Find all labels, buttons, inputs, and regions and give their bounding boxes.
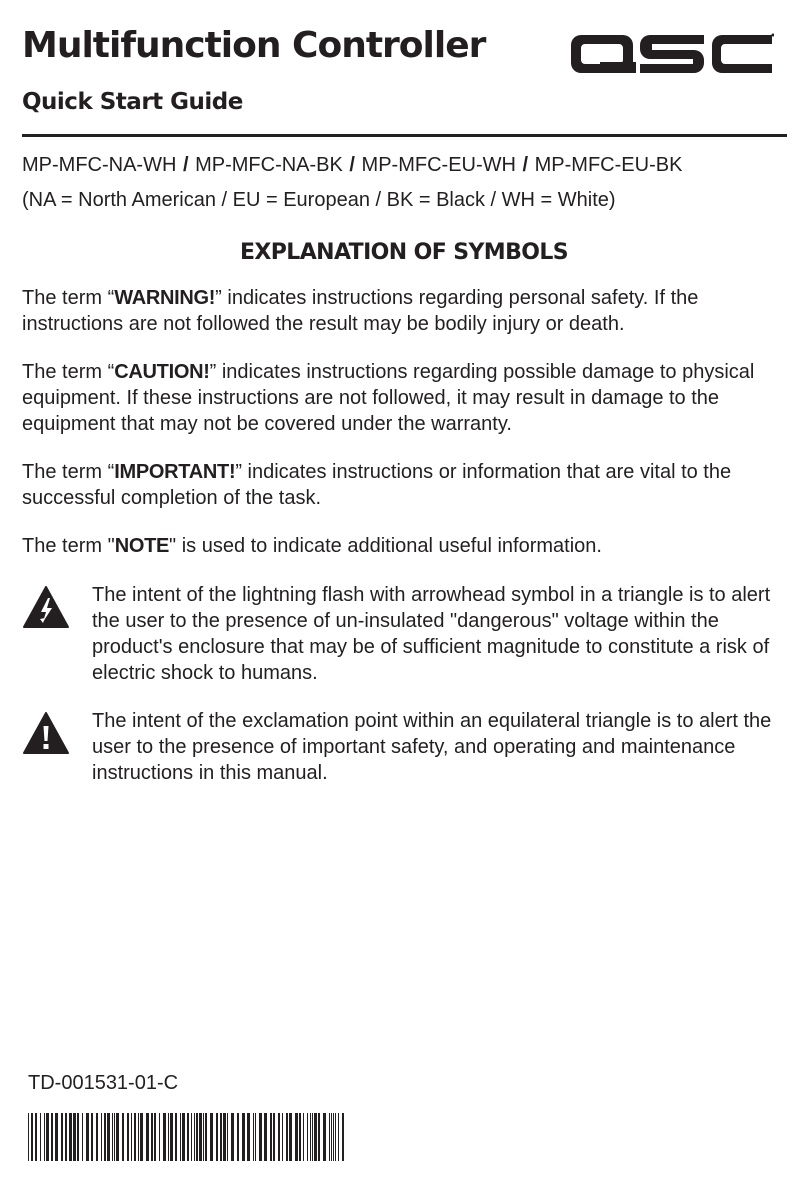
barcode-bar — [303, 1113, 304, 1161]
barcode-bar — [168, 1113, 169, 1161]
barcode-bar — [318, 1113, 320, 1161]
barcode-bar — [46, 1113, 49, 1161]
barcode-bar — [86, 1113, 89, 1161]
barcode-bar — [40, 1113, 41, 1161]
model-number: MP-MFC-NA-BK — [195, 154, 343, 176]
barcode-bar — [112, 1113, 113, 1161]
barcode-bar — [286, 1113, 288, 1161]
barcode-bar — [122, 1113, 124, 1161]
barcode-bar — [247, 1113, 250, 1161]
barcode-bar — [282, 1113, 283, 1161]
barcode-bar — [182, 1113, 185, 1161]
barcode-bar — [237, 1113, 239, 1161]
barcode-bar — [107, 1113, 110, 1161]
note-term: NOTE — [114, 535, 170, 557]
barcode-bar — [314, 1113, 317, 1161]
barcode-bar — [127, 1113, 129, 1161]
barcode-bar — [151, 1113, 153, 1161]
barcode-bar — [163, 1113, 166, 1161]
barcode-bar — [259, 1113, 262, 1161]
barcode-bar — [331, 1113, 332, 1161]
barcode-bar — [216, 1113, 218, 1161]
barcode-bar — [299, 1113, 301, 1161]
barcode-bar — [273, 1113, 275, 1161]
barcode-bar — [31, 1113, 33, 1161]
barcode-bar — [338, 1113, 339, 1161]
barcode-bar — [138, 1113, 139, 1161]
barcode-bar — [170, 1113, 173, 1161]
note-definition: The term "NOTE" is used to indicate additional useful information. — [22, 535, 602, 557]
exclamation-warning-icon — [22, 711, 70, 755]
model-numbers — [22, 152, 682, 178]
barcode-bar — [310, 1113, 311, 1161]
model-separator: / — [522, 154, 529, 176]
barcode-bar — [223, 1113, 226, 1161]
qsc-logo — [570, 32, 774, 76]
barcode-bar — [131, 1113, 132, 1161]
barcode-bar — [220, 1113, 222, 1161]
page-title: Multifunction Controller — [22, 25, 486, 66]
model-number: MP-MFC-NA-WH — [22, 154, 177, 176]
warning-definition: The term “WARNING!” indicates instructions regarding personal safety. If the instructions are not followed the result may be bodily injury or death. — [22, 287, 699, 335]
lightning-warning-icon — [22, 585, 70, 629]
barcode — [28, 1113, 344, 1161]
barcode-bar — [194, 1113, 195, 1161]
barcode-bar — [203, 1113, 204, 1161]
header-divider — [22, 134, 787, 137]
barcode-bar — [196, 1113, 198, 1161]
barcode-bar — [104, 1113, 106, 1161]
barcode-bar — [191, 1113, 192, 1161]
barcode-bar — [312, 1113, 313, 1161]
barcode-bar — [264, 1113, 267, 1161]
barcode-bar — [210, 1113, 213, 1161]
barcode-bar — [44, 1113, 45, 1161]
barcode-bar — [69, 1113, 72, 1161]
model-number: MP-MFC-EU-BK — [534, 154, 683, 176]
model-number: MP-MFC-EU-WH — [361, 154, 516, 176]
barcode-bar — [205, 1113, 207, 1161]
lightning-symbol-text: The intent of the lightning flash with arrowhead symbol in a triangle is to alert the user to the presence of un-insulated "dangerous" voltage within the product's enclosure that may be of sufficient magnitude to constitute a risk of electric shock to humans. — [92, 584, 771, 684]
barcode-bar — [101, 1113, 102, 1161]
barcode-bar — [329, 1113, 330, 1161]
barcode-bar — [231, 1113, 234, 1161]
barcode-bar — [175, 1113, 177, 1161]
important-definition: The term “IMPORTANT!” indicates instructions or information that are vital to the successful completion of the task. — [22, 461, 732, 509]
barcode-bar — [242, 1113, 245, 1161]
barcode-bar — [154, 1113, 156, 1161]
barcode-bar — [28, 1113, 29, 1161]
exclamation-symbol-text: The intent of the exclamation point within an equilateral triangle is to alert the user to the presence of important safety, and operating and maintenance instructions in this manual. — [92, 710, 772, 784]
barcode-bar — [159, 1113, 160, 1161]
barcode-bar — [65, 1113, 67, 1161]
barcode-bar — [140, 1113, 143, 1161]
barcode-bar — [307, 1113, 308, 1161]
barcode-bar — [146, 1113, 149, 1161]
barcode-bar — [335, 1113, 336, 1161]
barcode-bar — [289, 1113, 292, 1161]
barcode-bar — [116, 1113, 119, 1161]
model-legend: (NA = North American / EU = European / BK = Black / WH = White) — [22, 189, 616, 211]
barcode-bar — [77, 1113, 79, 1161]
barcode-bar — [199, 1113, 202, 1161]
barcode-bar — [55, 1113, 58, 1161]
barcode-bar — [114, 1113, 115, 1161]
model-separator: / — [182, 154, 189, 176]
barcode-bar — [323, 1113, 326, 1161]
barcode-bar — [255, 1113, 256, 1161]
barcode-bar — [73, 1113, 76, 1161]
section-heading: EXPLANATION OF SYMBOLS — [239, 240, 569, 265]
barcode-bar — [270, 1113, 272, 1161]
barcode-bar — [227, 1113, 228, 1161]
warning-term: WARNING! — [114, 287, 216, 309]
barcode-bar — [342, 1113, 344, 1161]
page-subtitle: Quick Start Guide — [22, 89, 243, 115]
barcode-bar — [61, 1113, 63, 1161]
barcode-bar — [295, 1113, 298, 1161]
barcode-bar — [91, 1113, 93, 1161]
important-term: IMPORTANT! — [114, 461, 236, 483]
barcode-bar — [180, 1113, 181, 1161]
barcode-bar — [333, 1113, 334, 1161]
barcode-bar — [187, 1113, 189, 1161]
caution-term: CAUTION! — [114, 361, 210, 383]
caution-definition: The term “CAUTION!” indicates instructions regarding possible damage to physical equipment. If these instructions are not followed, it may result in damage to the equipment that may not be covered under the warranty. — [22, 361, 755, 435]
barcode-bar — [253, 1113, 254, 1161]
barcode-bar — [82, 1113, 83, 1161]
barcode-bar — [96, 1113, 98, 1161]
barcode-bar — [51, 1113, 53, 1161]
document-number: TD-001531-01-C — [28, 1072, 179, 1094]
barcode-bar — [278, 1113, 280, 1161]
model-separator: / — [349, 154, 355, 176]
barcode-bar — [35, 1113, 37, 1161]
barcode-bar — [134, 1113, 136, 1161]
